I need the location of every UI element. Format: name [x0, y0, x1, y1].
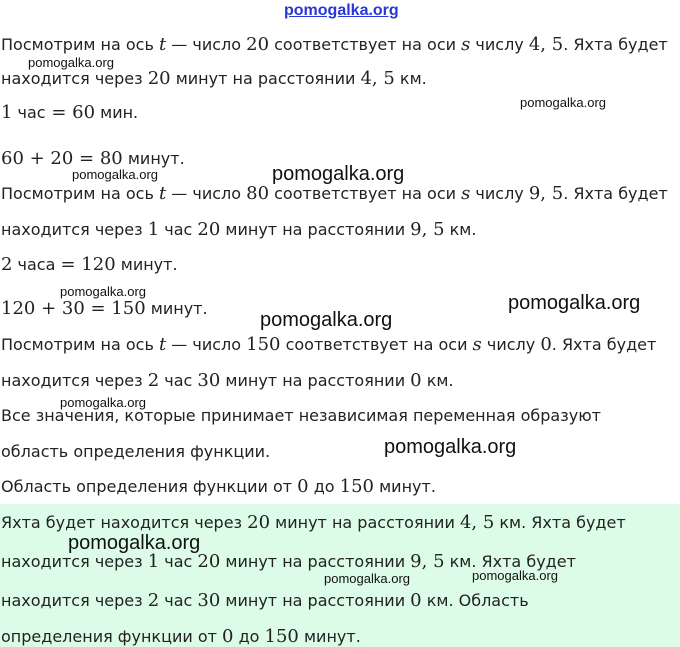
text-segment: час — [159, 220, 198, 239]
text-segment: . Яхта будет — [551, 335, 657, 354]
watermark-text: pomogalka.org — [60, 284, 146, 299]
watermark-text: pomogalka.org — [508, 292, 641, 314]
text-segment: часа — [12, 255, 61, 274]
text-segment: до — [308, 477, 340, 496]
answer-line-3 — [1, 591, 529, 611]
math-number: 150 — [339, 476, 375, 497]
math-number: 30 — [197, 370, 221, 391]
math-number: 0 — [222, 626, 234, 647]
solution-line-8 — [1, 299, 208, 319]
solution-line-5 — [1, 184, 668, 204]
math-number: 20 — [247, 512, 271, 533]
math-number: 30 — [197, 590, 221, 611]
text-segment: минут на расстоянии — [270, 513, 460, 532]
solution-line-6 — [1, 220, 476, 240]
math-number: 20 — [246, 34, 270, 55]
text-segment: минут. — [115, 255, 178, 274]
solution-line-12 — [1, 442, 270, 462]
text-segment: Посмотрим на ось — [1, 35, 159, 54]
math-number: 4, 5 — [459, 512, 495, 533]
text-segment: мин. — [95, 103, 139, 122]
text-segment: находится через — [1, 552, 148, 571]
text-segment: км. — [444, 220, 477, 239]
math-variable: s — [461, 34, 471, 55]
text-segment: Посмотрим на ось — [1, 184, 159, 203]
text-segment: минут на расстоянии — [220, 591, 411, 610]
math-number: 20 — [197, 551, 221, 572]
solution-line-13 — [1, 477, 436, 497]
math-expression: = 60 — [45, 102, 96, 123]
watermark-text: pomogalka.org — [60, 395, 146, 410]
math-number: 4, 5 — [528, 34, 564, 55]
math-number: 20 — [197, 219, 221, 240]
math-number: 150 — [246, 334, 281, 355]
math-variable: t — [158, 334, 167, 355]
math-expression: 120 + 30 = 150 — [1, 298, 146, 319]
text-segment: область определения функции. — [1, 442, 271, 461]
math-number: 2 — [147, 590, 160, 611]
math-variable: s — [472, 334, 482, 355]
text-segment: находится через — [1, 220, 148, 239]
watermark-text: pomogalka.org — [520, 95, 606, 110]
math-number: 1 — [1, 102, 13, 123]
solution-line-2 — [1, 69, 427, 89]
text-segment: км. Яхта будет — [494, 513, 626, 532]
text-segment: — число — [166, 35, 247, 54]
text-segment: числу — [470, 184, 529, 203]
text-segment: час — [159, 591, 198, 610]
answer-line-4 — [1, 627, 361, 647]
text-segment: час — [159, 552, 198, 571]
text-segment: находится через — [1, 371, 148, 390]
text-segment: . Яхта будет — [563, 184, 668, 203]
text-segment: час — [12, 103, 46, 122]
text-segment: км. Область — [421, 591, 529, 610]
text-segment: минут на расстоянии — [220, 220, 411, 239]
text-segment: минут. — [298, 627, 361, 646]
math-number: 0 — [410, 590, 422, 611]
text-segment: Область определения функции от — [1, 477, 298, 496]
solution-line-9 — [1, 335, 656, 355]
answer-line-1 — [1, 513, 626, 533]
math-variable: t — [158, 34, 167, 55]
watermark-text: pomogalka.org — [28, 55, 114, 70]
watermark-text: pomogalka.org — [72, 167, 158, 182]
solution-line-1 — [1, 35, 668, 55]
text-segment: находится через — [1, 69, 148, 88]
math-number: 80 — [246, 183, 270, 204]
text-segment: минут. — [145, 299, 208, 318]
text-segment: минут. — [122, 149, 185, 168]
text-segment: соответствует на оси — [269, 35, 462, 54]
text-segment: — число — [166, 184, 247, 203]
text-segment: соответствует на оси — [269, 184, 462, 203]
text-segment: км. — [421, 371, 454, 390]
math-number: 2 — [1, 254, 13, 275]
watermark-text: pomogalka.org — [260, 309, 393, 331]
math-number: 9, 5 — [528, 183, 564, 204]
solution-line-7 — [1, 255, 178, 275]
math-number: 9, 5 — [410, 551, 445, 572]
text-segment: Посмотрим на ось — [1, 335, 159, 354]
math-variable: t — [158, 183, 167, 204]
math-expression: 60 + 20 = 80 — [1, 148, 123, 169]
math-variable: s — [461, 183, 471, 204]
math-number: 150 — [264, 626, 299, 647]
math-number: 1 — [147, 551, 160, 572]
math-expression: = 120 — [60, 254, 116, 275]
math-number: 20 — [147, 68, 171, 89]
text-segment: Все значения, которые принимает независимая переменная образуют — [1, 406, 601, 425]
site-link-watermark[interactable]: pomogalka.org — [284, 2, 399, 19]
text-segment: соответствует на оси — [280, 335, 473, 354]
text-segment: км. Яхта будет — [444, 552, 576, 571]
math-number: 0 — [410, 370, 422, 391]
math-number: 2 — [147, 370, 160, 391]
math-number: 0 — [540, 334, 552, 355]
text-segment: числу — [470, 35, 529, 54]
solution-line-3 — [1, 103, 138, 123]
text-segment: находится через — [1, 591, 148, 610]
text-segment: минут на расстоянии — [220, 371, 411, 390]
watermark-text: pomogalka.org — [324, 571, 410, 586]
text-segment: . Яхта будет — [563, 35, 668, 54]
text-segment: минут. — [374, 477, 436, 496]
text-segment: минут на расстоянии — [220, 552, 411, 571]
watermark-text: pomogalka.org — [68, 532, 201, 554]
solution-line-4 — [1, 149, 185, 169]
watermark-text: pomogalka.org — [272, 163, 405, 185]
text-segment: час — [159, 371, 198, 390]
math-number: 0 — [297, 476, 309, 497]
text-segment: до — [233, 627, 265, 646]
solution-line-10 — [1, 371, 454, 391]
text-segment: — число — [166, 335, 247, 354]
watermark-text: pomogalka.org — [384, 436, 517, 458]
text-segment: Яхта будет находится через — [1, 513, 248, 532]
math-number: 4, 5 — [360, 68, 395, 89]
text-segment: числу — [481, 335, 541, 354]
text-segment: минут на расстоянии — [170, 69, 361, 88]
text-segment: км. — [394, 69, 427, 88]
text-segment: определения функции от — [1, 627, 223, 646]
watermark-text: pomogalka.org — [472, 568, 558, 583]
math-number: 1 — [147, 219, 160, 240]
math-number: 9, 5 — [410, 219, 445, 240]
